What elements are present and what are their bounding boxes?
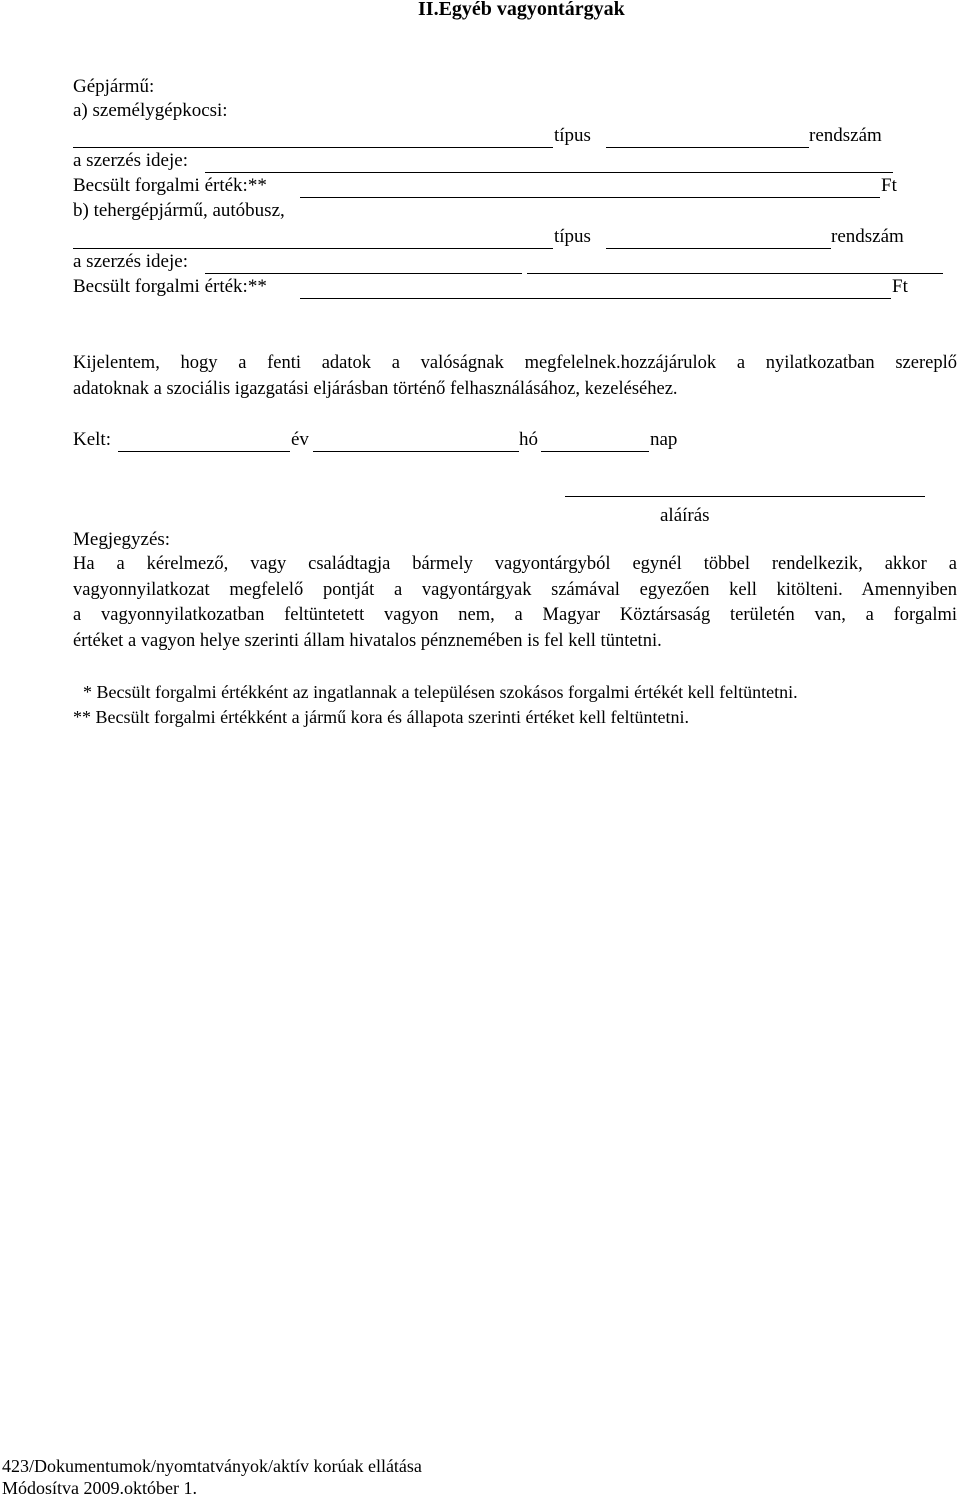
signature-label: aláírás (660, 505, 710, 526)
car-acquired-line[interactable] (205, 172, 893, 173)
nap-label: nap (650, 429, 678, 450)
note-line-3: a vagyonnyilatkozatban feltüntetett vagyon nem, a Magyar Köztársaság területén van, a forgalmi (73, 605, 957, 625)
truck-rendszam-label: rendszám (831, 226, 904, 247)
kelt-line[interactable] (118, 451, 290, 452)
ho-line[interactable] (541, 451, 649, 452)
kelt-label: Kelt: (73, 429, 111, 450)
car-acquired-label: a szerzés ideje: (73, 150, 188, 171)
truck-tipus-line[interactable] (606, 248, 831, 249)
signature-line[interactable] (565, 496, 925, 497)
declaration (73, 351, 957, 402)
car-currency: Ft (881, 175, 897, 196)
truck-acquired-label: a szerzés ideje: (73, 251, 188, 272)
truck-acquired-line-1[interactable] (205, 273, 522, 274)
car-tipus-line[interactable] (606, 147, 809, 148)
page-title: II.Egyéb vagyontárgyak (418, 0, 625, 20)
truck-label: b) tehergépjármű, autóbusz, (73, 200, 285, 221)
footer-path: 423/Dokumentumok/nyomtatványok/aktív korúak ellátása (2, 1456, 422, 1476)
truck-make-line[interactable] (73, 248, 553, 249)
note-heading: Megjegyzés: (73, 529, 171, 550)
ev-label: év (291, 429, 309, 450)
footnote-1: * Becsült forgalmi értékként az ingatlannak a településen szokásos forgalmi értékét kell feltüntetni. (83, 682, 798, 702)
car-make-line[interactable] (73, 147, 553, 148)
vehicle-heading: Gépjármű: (73, 76, 155, 97)
note-line-2: vagyonnyilatkozat megfelelő pontját a vagyontárgyak számával egyezően kell kitölteni. Amennyiben (73, 579, 957, 600)
declaration-line-2: adatoknak a szociális igazgatási eljárásban történő felhasználásához, kezeléséhez. (73, 378, 678, 399)
declaration-line-1: Kijelentem, hogy a fenti adatok a valóságnak megfelelnek.hozzájárulok a nyilatkozatban szereplő (73, 353, 957, 373)
truck-tipus-label: típus (554, 226, 591, 247)
truck-value-line[interactable] (300, 298, 891, 299)
car-value-line[interactable] (300, 197, 880, 198)
note-body (73, 552, 957, 654)
note-line-1: Ha a kérelmező, vagy családtagja bármely vagyontárgyból egynél többel rendelkezik, akkor a (73, 554, 957, 574)
footer-modified: Módosítva 2009.október 1. (2, 1478, 197, 1498)
car-value-label: Becsült forgalmi érték:** (73, 175, 267, 196)
truck-acquired-line-2[interactable] (527, 273, 943, 274)
ho-label: hó (519, 429, 538, 450)
note-line-4: értéket a vagyon helye szerinti állam hivatalos pénznemében is fel kell tüntetni. (73, 630, 662, 651)
car-tipus-label: típus (554, 125, 591, 146)
footnote-2: ** Becsült forgalmi értékként a jármű kora és állapota szerinti értéket kell feltüntetni. (73, 707, 689, 727)
ev-line[interactable] (313, 451, 519, 452)
car-rendszam-label: rendszám (809, 125, 882, 146)
truck-currency: Ft (892, 276, 908, 297)
truck-value-label: Becsült forgalmi érték:** (73, 276, 267, 297)
car-label: a) személygépkocsi: (73, 100, 228, 121)
